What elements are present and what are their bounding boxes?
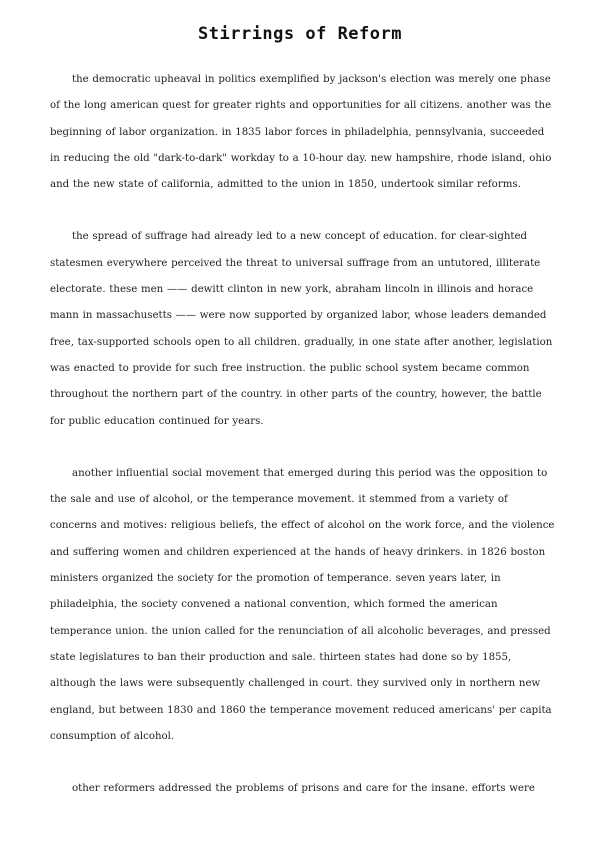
page-title: Stirrings of Reform [198,24,402,44]
paragraph-prison-reform: other reformers addressed the problems of prisons and care for the insane. efforts were [72,783,535,795]
document-body [50,67,555,828]
paragraph-public-education: the spread of suffrage had already led to a new concept of education. for clear-sighted statesmen everywhere perceived the threat to universal suffrage from an untutored, illiterate electorate. these men —— dewitt clinton in new york, abraham lincoln in illinois and horace mann in massachusetts —— were now supported by organized labor, whose leaders demanded free, tax-supported schools open to all children. gradually, in one state after another, legislation was enacted to provide for such free instruction. the public school system became common throughout the northern part of the country. in other parts of the country, however, the battle for public education continued for years. [50,231,553,427]
paragraph-labor-organization: the democratic upheaval in politics exemplified by jackson's election was merely one phase of the long american quest for greater rights and opportunities for all citizens. another was the beginning of labor organization. in 1835 labor forces in philadelphia, pennsylvania, succeeded in reducing the old "dark-to-dark" workday to a 10-hour day. new hampshire, rhode island, ohio and the new state of california, admitted to the union in 1850, undertook similar reforms. [50,74,552,191]
paragraph-temperance-movement: another influential social movement that emerged during this period was the opposition to the sale and use of alcohol, or the temperance movement. it stemmed from a variety of concerns and motives: religious beliefs, the effect of alcohol on the work force, and the violence and suffering women and children experienced at the hands of heavy drinkers. in 1826 boston ministers organized the society for the promotion of temperance. seven years later, in philadelphia, the society convened a national convention, which formed the american temperance union. the union called for the renunciation of all alcoholic beverages, and pressed state legislatures to ban their production and sale. thirteen states had done so by 1855, although the laws were subsequently challenged in court. they survived only in northern new england, but between 1830 and 1860 the temperance movement reduced americans' per capita consumption of alcohol. [50,467,555,742]
